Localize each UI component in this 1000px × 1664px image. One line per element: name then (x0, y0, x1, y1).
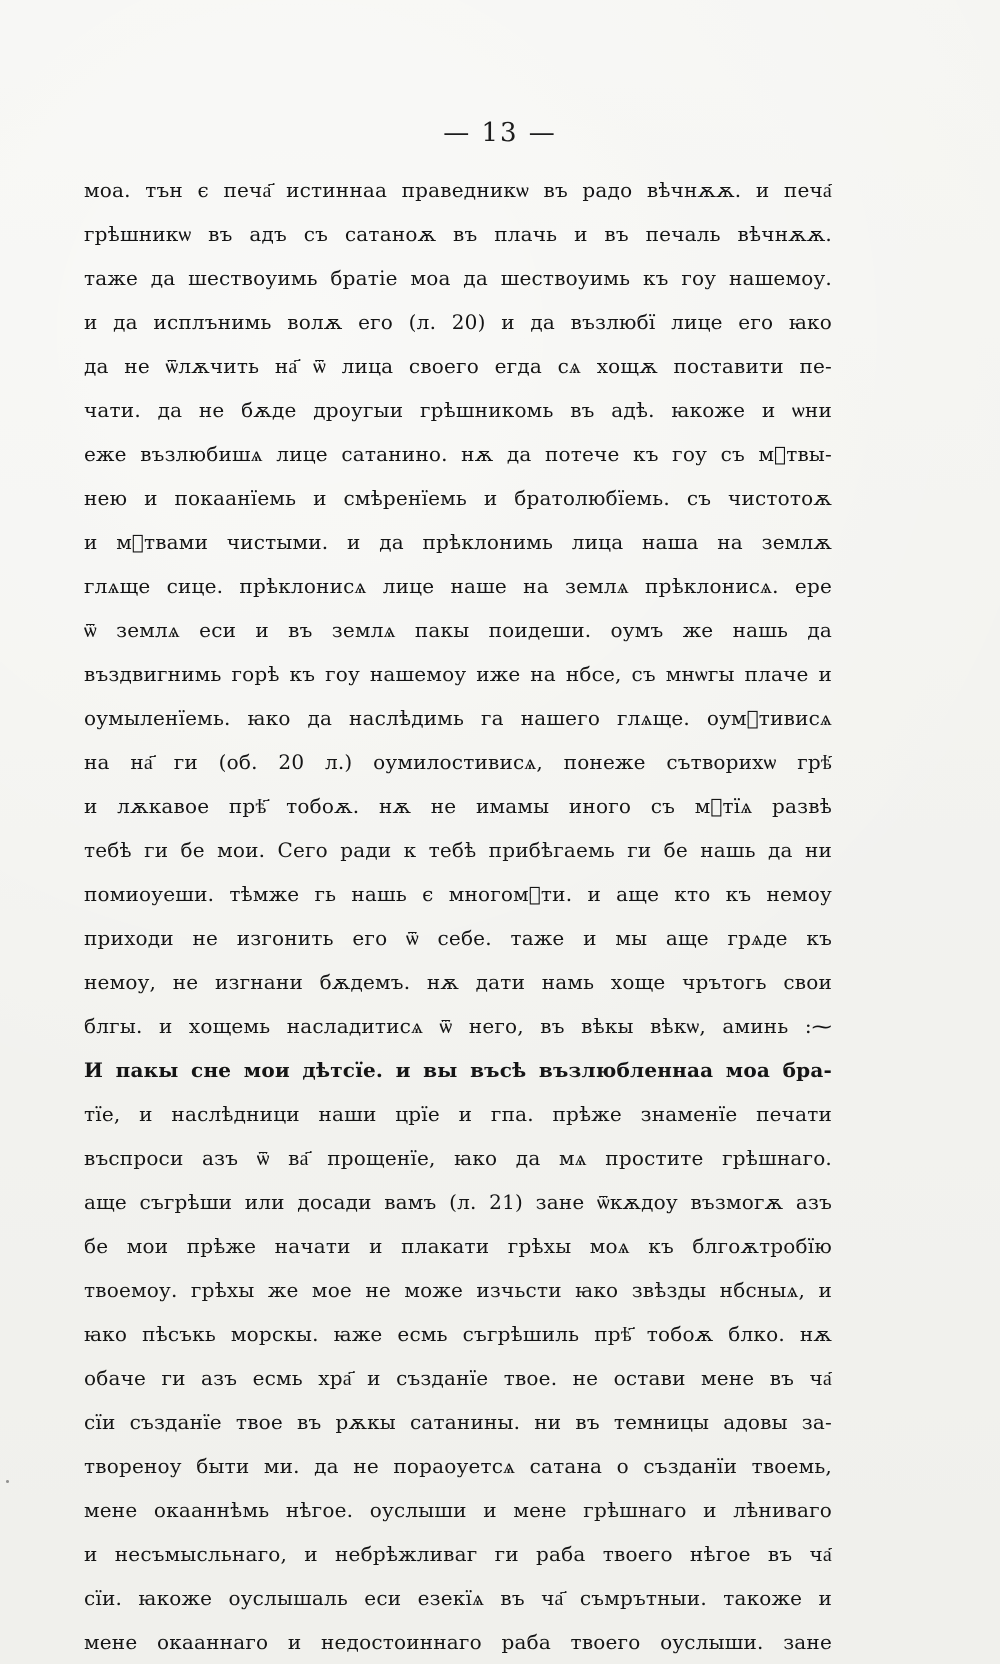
text-line: тебѣ ги бе мои. Сего ради к тебѣ прибѣгаемь ги бе нашь да ни (84, 838, 832, 862)
paragraph-start-line: И пакы сне мои дѣтсїе. и вы въсѣ възлюбленнаа моа бра- (84, 1058, 832, 1082)
text-block (84, 168, 832, 1664)
text-line: тїе, и наслѣдници наши црїе и гпа. прѣже знаменїе печати (84, 1102, 832, 1126)
text-line: аще съгрѣши или досади вамъ (л. 21) зане ѿкѫдоу възмогѫ азъ (84, 1190, 832, 1214)
text-line: немоу, не изгнани бѫдемъ. нѫ дати намь хоще чрътогь свои (84, 970, 832, 994)
text-line: приходи не изгонить его ѿ себе. таже и мы аще грѧде къ (84, 926, 832, 950)
text-line: въспроси азъ ѿ ва҃ прощенїе, ꙗко да мѧ простите грѣшнаго. (84, 1146, 832, 1170)
text-line: и да исплънимь волѫ его (л. 20) и да възлюбї лице его ꙗко (84, 310, 832, 334)
text-line: да не ѿлѫчить на҃ ѿ лица своего егда сѧ хощѫ поставити пе- (84, 354, 832, 378)
text-line: мене окааннаго и недостоиннаго раба твоего оуслыши. зане (84, 1630, 832, 1654)
text-line: мене окааннѣмь нѣгое. оуслыши и мене грѣшнаго и лѣниваго (84, 1498, 832, 1522)
text-line: моа. тън є печа҃ истиннаа праведникѡ въ радо вѣчнѫѫ. и печа҃ (84, 178, 832, 202)
text-line: блгы. и хощемь насладитисѧ ѿ него, въ вѣкы вѣкѡ, аминь :⁓ (84, 1014, 832, 1038)
text-line: чати. да не бѫде дроугыи грѣшникомь въ адѣ. ꙗкоже и ѡни (84, 398, 832, 422)
text-line: таже да шествоуимь братіе моа да шествоуимь къ гоу нашемоу. (84, 266, 832, 290)
text-line: сїи. ꙗкоже оуслышаль еси езекїѧ въ ча҃ съмрътныи. такоже и (84, 1586, 832, 1610)
text-line: сїи създанїе твое въ рѫкы сатанины. ни въ темницы адовы за- (84, 1410, 832, 1434)
page-number: — 13 — (443, 118, 557, 148)
text-line: твоемоу. грѣхы же мое не може изчьсти ꙗко звѣзды нбсныѧ, и (84, 1278, 832, 1302)
paper-speck (6, 1480, 9, 1483)
text-line: ꙗко пѣсъкь морскы. ꙗже есмь съгрѣшиль прѣ҃ тобоѫ блко. нѫ (84, 1322, 832, 1346)
text-line: въздвигнимь горѣ къ гоу нашемоу иже на нбсе, съ мнѡгы плаче и (84, 662, 832, 686)
text-line: грѣшникѡ въ адъ съ сатаноѫ въ плачь и въ печаль вѣчнѫѫ. (84, 222, 832, 246)
text-line: и лѫкавое прѣ҃ тобоѫ. нѫ не имамы иного съ мⷧтїѧ развѣ (84, 794, 832, 818)
text-line: оумыленїемь. ꙗко да наслѣдимь га нашего глѧще. оумⷧтивисѧ (84, 706, 832, 730)
text-line: нею и покаанїемь и смѣренїемь и братолюбїемь. съ чистотоѫ (84, 486, 832, 510)
text-line: бе мои прѣже начати и плакати грѣхы моѧ къ блгоѫтробїю (84, 1234, 832, 1258)
text-line: и несъмысльнаго, и небрѣжливаг ги раба твоего нѣгое въ ча҃ (84, 1542, 832, 1566)
text-line: и мⷧтвами чистыми. и да прѣклонимь лица наша на землѫ (84, 530, 832, 554)
text-line: твореноу быти ми. да не пораоуетсѧ сатана о създанїи твоемь, (84, 1454, 832, 1478)
text-line: глѧще сице. прѣклонисѧ лице наше на землѧ прѣклонисѧ. ере (84, 574, 832, 598)
text-line: еже възлюбишѧ лице сатанино. нѫ да потече къ гоу съ мⷧтвы- (84, 442, 832, 466)
text-line: ѿ землѧ еси и въ землѧ пакы поидеши. оумъ же нашь да (84, 618, 832, 642)
text-line: помиоуеши. тѣмже гь нашь є многомⷧти. и аще кто къ немоу (84, 882, 832, 906)
text-line: обаче ги азъ есмь хра҃ и създанїе твое. не остави мене въ ча҃ (84, 1366, 832, 1390)
text-line: на на҃ ги (об. 20 л.) оумилостивисѧ, понеже сътворихѡ грѣ҃ (84, 750, 832, 774)
